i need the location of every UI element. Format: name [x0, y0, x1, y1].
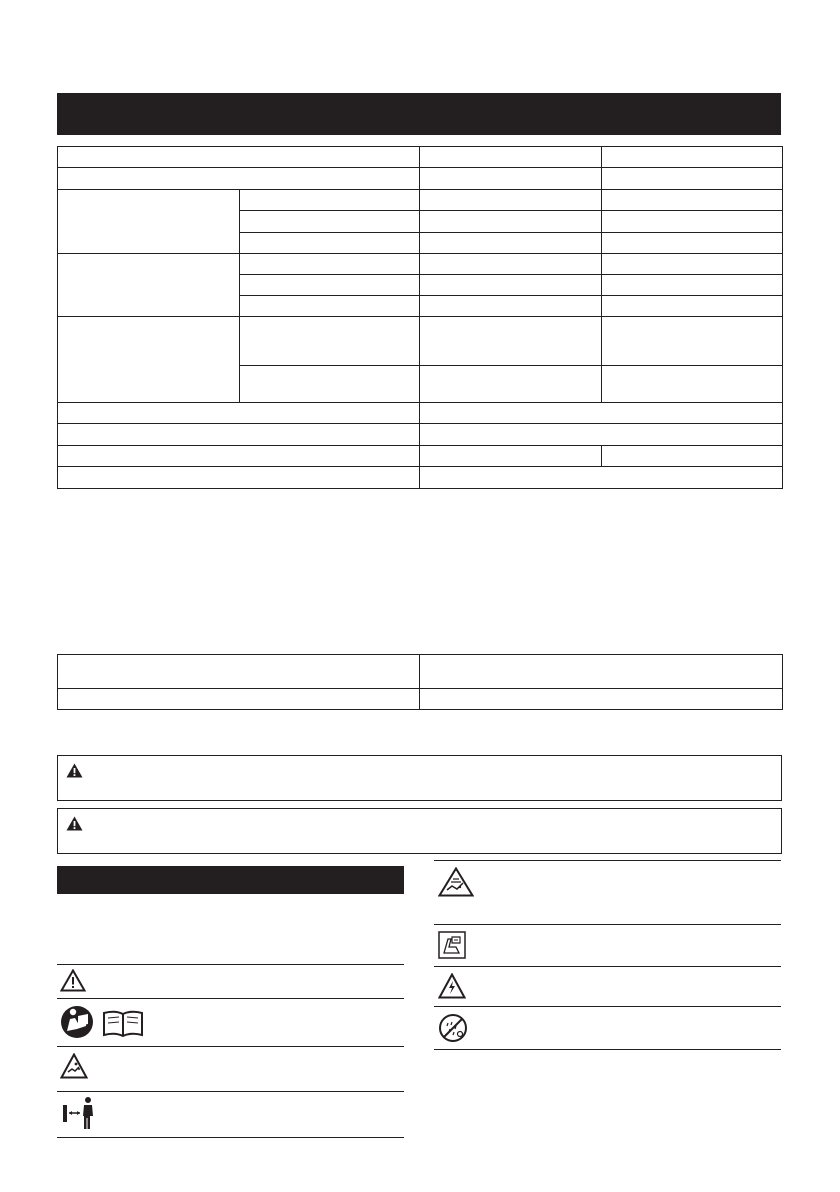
symbols-title-bar [57, 866, 404, 894]
table-cell [602, 233, 783, 254]
table-cell [602, 275, 783, 296]
divider [57, 1137, 404, 1138]
table-cell [420, 446, 602, 467]
table-row [58, 168, 783, 190]
table-cell [420, 168, 602, 190]
wear-protection-icon [438, 931, 466, 959]
table-cell [602, 446, 783, 467]
table-row [58, 190, 783, 211]
divider [57, 998, 404, 999]
table-cell [420, 689, 783, 710]
flying-debris-warning-icon [438, 867, 474, 897]
table-cell [58, 424, 420, 446]
divider [57, 1091, 404, 1092]
table-cell [58, 190, 240, 254]
table-cell [420, 211, 602, 233]
warning-triangle-icon [66, 816, 83, 831]
table-row [58, 655, 783, 689]
table-cell [240, 366, 420, 403]
divider [434, 924, 781, 925]
table-cell [602, 296, 783, 317]
divider [57, 1046, 404, 1047]
table-cell [240, 317, 420, 366]
table-cell [602, 147, 783, 168]
table-cell [420, 366, 602, 403]
table-cell [420, 254, 602, 275]
no-rain-icon [438, 1013, 468, 1043]
table-cell [602, 168, 783, 190]
table-row [58, 689, 783, 710]
divider [434, 1006, 781, 1007]
table-row [58, 446, 783, 467]
table-row [58, 254, 783, 275]
divider [434, 966, 781, 967]
specifications-table [57, 146, 783, 489]
keep-bystanders-away-icon [62, 1096, 98, 1130]
warning-box [57, 808, 782, 854]
table-cell [240, 254, 420, 275]
table-cell [58, 168, 420, 190]
table-cell [602, 366, 783, 403]
warning-triangle-icon [66, 763, 83, 778]
table-cell [58, 147, 420, 168]
specifications-title-bar [57, 93, 781, 135]
table-cell [420, 296, 602, 317]
table-cell [420, 190, 602, 211]
read-manual-icon [60, 1004, 148, 1040]
table-cell [420, 233, 602, 254]
table-row [58, 467, 783, 489]
table-cell [602, 190, 783, 211]
table-cell [58, 254, 240, 317]
table-cell [240, 233, 420, 254]
divider [434, 860, 781, 861]
table-cell [58, 403, 420, 424]
table-cell [240, 211, 420, 233]
table-cell [420, 317, 602, 366]
table-cell [420, 655, 783, 689]
table-cell [602, 254, 783, 275]
table-cell [420, 424, 783, 446]
table-row [58, 317, 783, 366]
table-cell [420, 147, 602, 168]
table-cell [420, 403, 783, 424]
flying-debris-warning-icon [60, 1053, 88, 1079]
table-cell [420, 275, 602, 296]
divider [57, 964, 404, 965]
table-cell [240, 275, 420, 296]
table-cell [602, 211, 783, 233]
table-cell [58, 317, 240, 403]
table-cell [58, 446, 420, 467]
electric-shock-warning-icon [438, 973, 466, 999]
divider [434, 1049, 781, 1050]
table-cell [58, 655, 420, 689]
table-cell [58, 467, 420, 489]
table-row [58, 424, 783, 446]
table-row [58, 147, 783, 168]
table-cell [58, 689, 420, 710]
warning-box [57, 755, 782, 801]
table-cell [240, 190, 420, 211]
noise-table [57, 654, 783, 710]
table-cell [240, 296, 420, 317]
table-cell [602, 317, 783, 366]
caution-triangle-icon [60, 969, 86, 992]
table-row [58, 403, 783, 424]
table-cell [420, 467, 783, 489]
